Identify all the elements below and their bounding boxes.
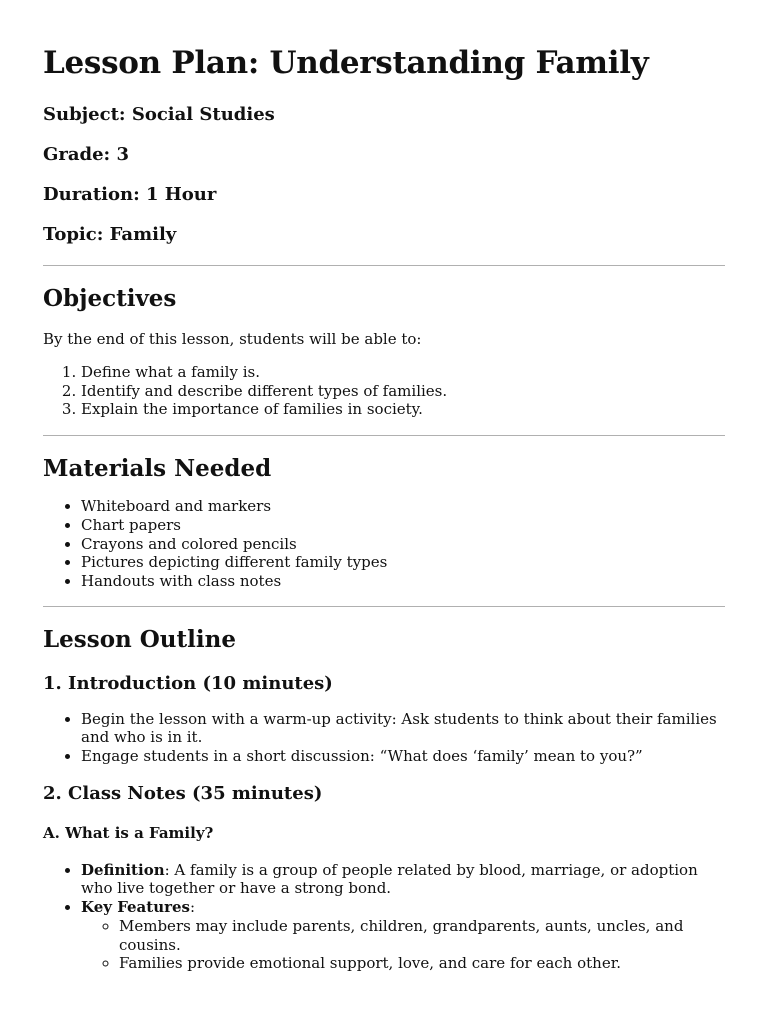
objectives-heading: Objectives: [43, 285, 177, 312]
material-item: • Whiteboard and markers: [81, 497, 725, 516]
key-feature-item: ◦ Members may include parents, children, grandparents, aunts, uncles, and cousins.: [119, 917, 725, 954]
key-features-list: [81, 917, 725, 973]
family-notes-list: [43, 861, 725, 973]
outline-heading: Lesson Outline: [43, 625, 236, 653]
objective-item: 2. Identify and describe different types of families.: [81, 382, 725, 401]
class-notes-heading: 2. Class Notes (35 minutes): [43, 782, 323, 804]
definition-text: : A family is a group of people related by blood, marriage, or adoption who live together or have a strong bond.: [81, 860, 698, 898]
meta-subject: Subject: Social Studies: [43, 104, 275, 125]
page-title: Lesson Plan: Understanding Family: [43, 45, 649, 81]
objective-item: 3. Explain the importance of families in society.: [81, 400, 725, 419]
objective-item: 1. Define what a family is.: [81, 363, 725, 382]
divider: [43, 435, 725, 436]
meta-duration: Duration: 1 Hour: [43, 184, 217, 205]
introduction-item: • Begin the lesson with a warm-up activity: Ask students to think about their families and who is in it.: [81, 710, 725, 747]
what-is-family-heading: A. What is a Family?: [43, 823, 214, 842]
divider: [43, 606, 725, 607]
materials-list: [43, 497, 725, 591]
material-item: • Handouts with class notes: [81, 572, 725, 591]
key-features-label: Key Features: [81, 898, 191, 917]
material-item: • Chart papers: [81, 516, 725, 535]
materials-heading: Materials Needed: [43, 455, 272, 483]
introduction-list: [43, 710, 725, 766]
introduction-heading: 1. Introduction (10 minutes): [43, 672, 333, 694]
key-features-colon: :: [190, 898, 196, 917]
definition-item: [81, 861, 725, 898]
material-item: • Pictures depicting different family types: [81, 553, 725, 572]
meta-topic: Topic: Family: [43, 224, 177, 245]
objectives-list: [43, 363, 725, 419]
material-item: • Crayons and colored pencils: [81, 535, 725, 554]
divider: [43, 265, 725, 266]
key-features-item: [81, 898, 725, 973]
key-feature-item: ◦ Families provide emotional support, love, and care for each other.: [119, 954, 725, 973]
definition-label: Definition: [81, 860, 165, 879]
objectives-intro: By the end of this lesson, students will be able to:: [43, 330, 422, 348]
introduction-item: • Engage students in a short discussion: “What does ‘family’ mean to you?”: [81, 747, 725, 766]
meta-grade: Grade: 3: [43, 144, 129, 165]
